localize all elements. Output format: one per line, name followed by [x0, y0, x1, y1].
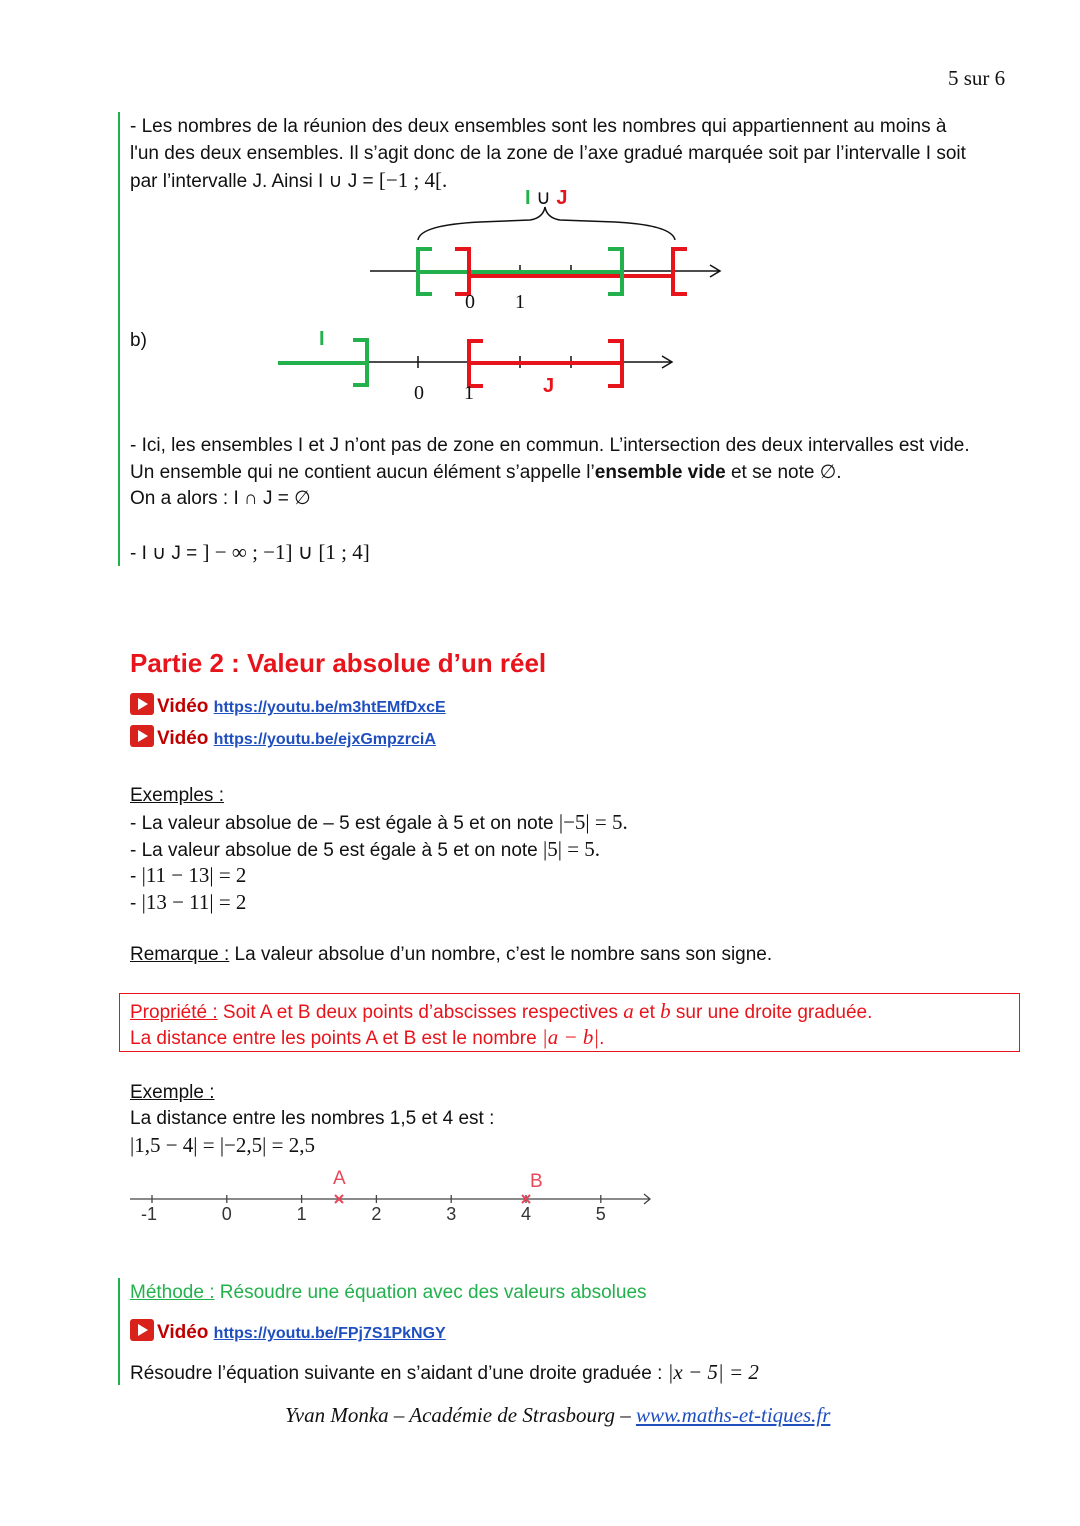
tick-label: 1 — [296, 1204, 307, 1224]
point-B-label: B — [530, 1171, 543, 1192]
example-line1: La distance entre les nombres 1,5 et 4 est : — [130, 1108, 495, 1129]
example-2: - La valeur absolue de 5 est égale à 5 et on note |5| = 5. — [130, 837, 601, 861]
tick-label: 5 — [595, 1204, 606, 1224]
remark: Remarque : La valeur absolue d’un nombre, c’est le nombre sans son signe. — [130, 944, 773, 965]
tick-label: 0 — [221, 1204, 232, 1224]
tick-label: 2 — [371, 1204, 382, 1224]
part-b-line3: On a alors : I ∩ J = ∅ — [130, 488, 311, 509]
tick-label: 3 — [446, 1204, 457, 1224]
examples-title: Exemples : — [130, 785, 224, 806]
part-b-line2: Un ensemble qui ne contient aucun élément s’appelle l’ensemble vide et se note ∅. — [130, 462, 842, 483]
label-I: I — [319, 328, 325, 350]
method-line: Résoudre l’équation suivante en s’aidant d’une droite graduée : |x − 5| = 2 — [130, 1360, 759, 1384]
example-3: - |11 − 13| = 2 — [130, 863, 247, 887]
part-b-label: b) — [130, 330, 147, 351]
label-J: J — [543, 375, 555, 397]
point-A-label: A — [333, 1168, 346, 1189]
union-brace — [418, 207, 675, 240]
label-union: I ∪ J — [525, 187, 568, 209]
part2-title: Partie 2 : Valeur absolue d’un réel — [130, 648, 547, 678]
part-b-line4: - I ∪ J = ] − ∞ ; −1] ∪ [1 ; 4] — [130, 540, 370, 564]
property-line2: La distance entre les points A et B est le nombre |a − b|. — [130, 1025, 605, 1049]
union-line1: - Les nombres de la réunion des deux ensembles sont les nombres qui appartiennent au moins à — [130, 116, 947, 137]
tick-label: -1 — [141, 1204, 158, 1224]
tick-label-0: 0 — [465, 291, 475, 313]
site-link[interactable]: www.maths-et-tiques.fr — [635, 1403, 831, 1427]
method-title: Méthode : Résoudre une équation avec des valeurs absolues — [130, 1282, 647, 1303]
tick-label: 4 — [521, 1204, 532, 1224]
part-b-line1: - Ici, les ensembles I et J n’ont pas de zone en commun. L’intersection des deux intervalles est vide. — [130, 435, 970, 456]
tick-label-1: 1 — [515, 291, 525, 313]
distance-numberline — [130, 1194, 650, 1204]
example-line2: |1,5 − 4| = |−2,5| = 2,5 — [130, 1133, 315, 1157]
footer: Yvan Monka – Académie de Strasbourg – www.maths-et-tiques.fr — [285, 1403, 831, 1427]
property-line1: Propriété : Soit A et B deux points d’abscisses respectives a et b sur une droite graduée. — [130, 999, 873, 1023]
play-icon — [130, 725, 154, 747]
union-line2: l'un des deux ensembles. Il s’agit donc de la zone de l’axe gradué marquée soit par l’intervalle I soit — [130, 143, 966, 164]
example-4: - |13 − 11| = 2 — [130, 890, 247, 914]
play-icon — [130, 693, 154, 715]
video-link-1[interactable]: Vidéo https://youtu.be/m3htEMfDxcE — [130, 693, 446, 721]
page-number: 5 sur 6 — [948, 66, 1006, 90]
tick-label-0: 0 — [414, 382, 424, 404]
video-link-3[interactable]: Vidéo https://youtu.be/FPj7S1PkNGY — [130, 1319, 446, 1347]
union-diagram — [370, 207, 720, 294]
example-1: - La valeur absolue de – 5 est égale à 5 et on note |−5| = 5. — [130, 810, 628, 834]
union-line3: par l’intervalle J. Ainsi I ∪ J = [−1 ; 4[. — [130, 168, 448, 192]
video-link-2[interactable]: Vidéo https://youtu.be/ejxGmpzrciA — [130, 725, 436, 753]
disjoint-diagram — [278, 340, 672, 386]
tick-label-1: 1 — [464, 382, 474, 404]
green-margin-bar — [118, 1278, 120, 1385]
example-title: Exemple : — [130, 1082, 215, 1103]
play-icon — [130, 1319, 154, 1341]
